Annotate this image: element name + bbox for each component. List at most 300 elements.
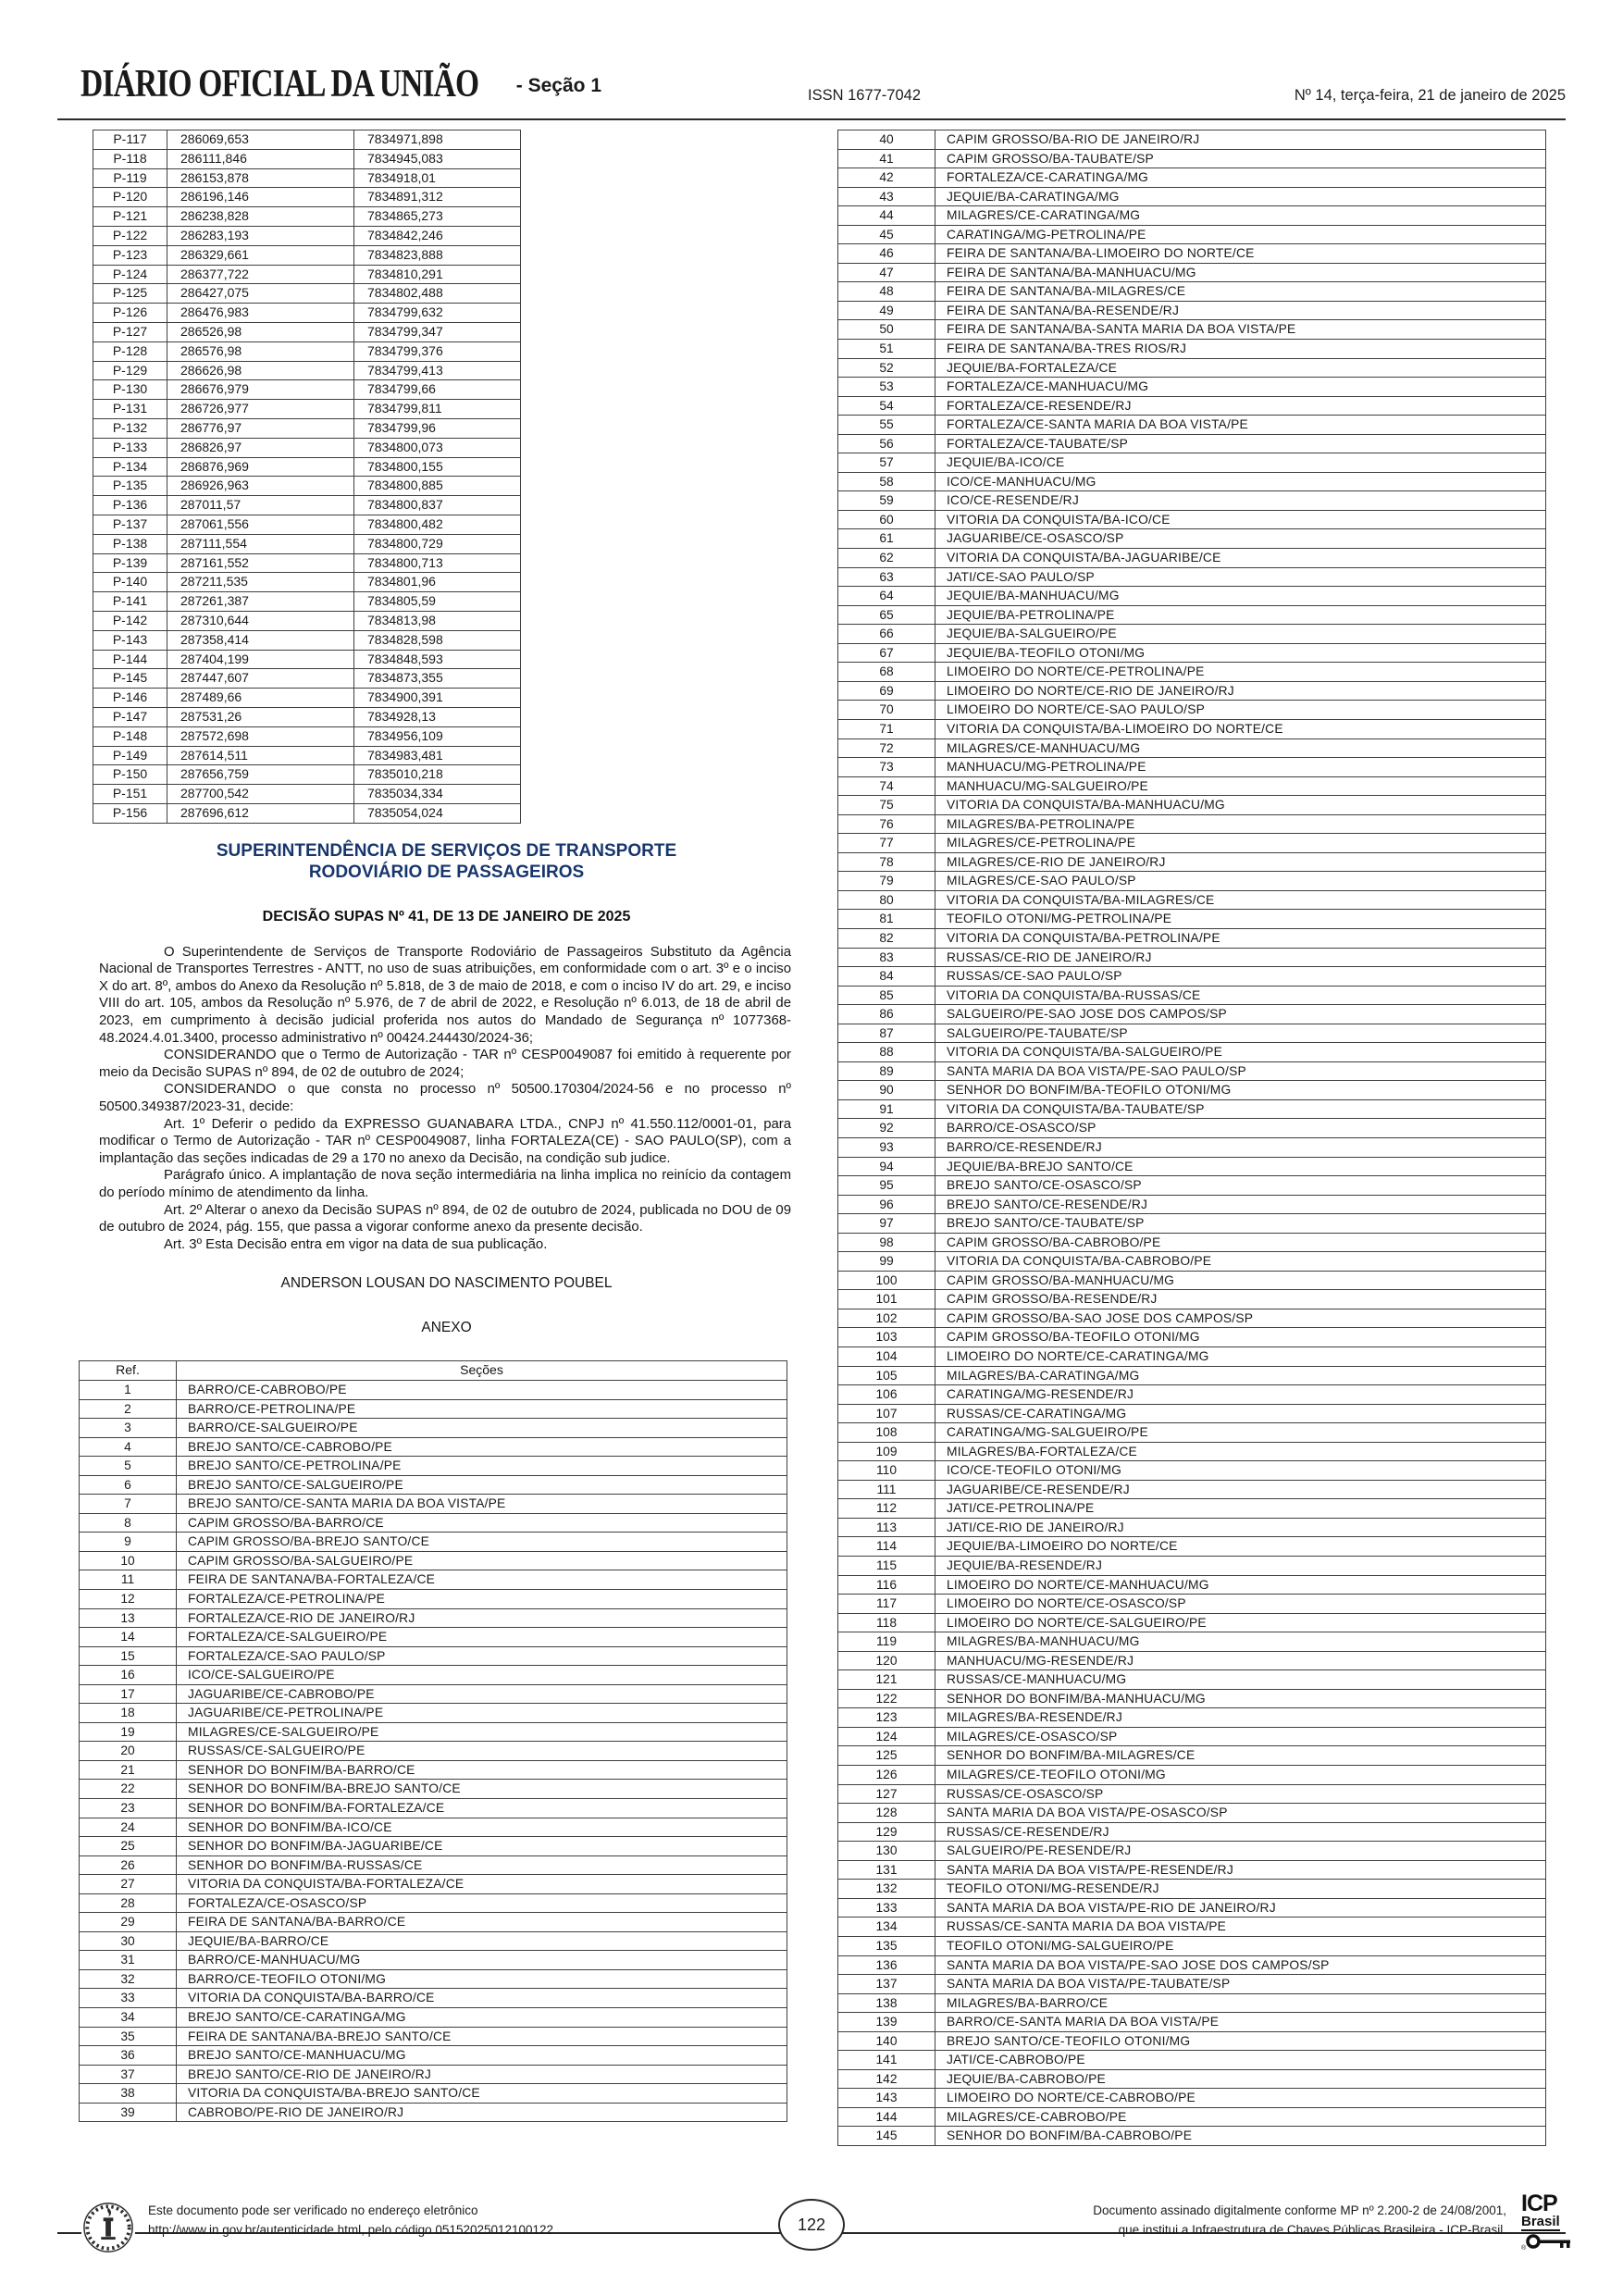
point-ref: P-122 [93,226,167,245]
section-row [838,225,1546,244]
section-ref: 142 [838,2069,935,2089]
coordinate-row [93,477,521,496]
section-route: JEQUIE/BA-LIMOEIRO DO NORTE/CE [935,1537,1546,1557]
section-ref: 103 [838,1328,935,1347]
point-ref: P-132 [93,418,167,438]
section-ref: 23 [80,1799,177,1818]
point-x-value: 287261,387 [167,592,354,612]
section-ref: 100 [838,1271,935,1290]
section-ref: 107 [838,1404,935,1423]
section-route: RUSSAS/CE-OSASCO/SP [935,1784,1546,1804]
section-ref: 31 [80,1951,177,1970]
section-route: MILAGRES/BA-FORTALEZA/CE [935,1442,1546,1461]
section-route: BARRO/CE-TEOFILO OTONI/MG [177,1969,787,1989]
section-route: SENHOR DO BONFIM/BA-MILAGRES/CE [935,1746,1546,1766]
section-ref: 43 [838,187,935,206]
section-ref: 80 [838,890,935,910]
section-route: JAGUARIBE/CE-OSASCO/SP [935,529,1546,549]
point-x-value: 287447,607 [167,669,354,689]
section-route: LIMOEIRO DO NORTE/CE-CARATINGA/MG [935,1347,1546,1367]
section-ref: 5 [80,1457,177,1476]
section-row [838,738,1546,758]
section-row [80,1931,787,1951]
point-ref: P-123 [93,245,167,265]
section-route: CARATINGA/MG-PETROLINA/PE [935,225,1546,244]
verification-line-2: http://www.in.gov.br/autenticidade.html, pelo código 05152025012100122 [148,2223,554,2237]
section-ref: 69 [838,681,935,701]
section-ref: 40 [838,130,935,150]
section-ref: 51 [838,340,935,359]
section-row [838,928,1546,948]
section-ref: 112 [838,1499,935,1519]
section-route: FEIRA DE SANTANA/BA-MANHUACU/MG [935,263,1546,282]
section-route: FEIRA DE SANTANA/BA-RESENDE/RJ [935,301,1546,320]
section-ref: 87 [838,1024,935,1043]
section-row [838,587,1546,606]
section-route: SALGUEIRO/PE-SAO JOSE DOS CAMPOS/SP [935,1005,1546,1024]
section-ref: 86 [838,1005,935,1024]
section-route: BREJO SANTO/CE-OSASCO/SP [935,1176,1546,1196]
section-ref: 29 [80,1913,177,1932]
section-row [838,1137,1546,1157]
section-ref: 102 [838,1309,935,1328]
section-row [838,605,1546,625]
section-route: SANTA MARIA DA BOA VISTA/PE-RESENDE/RJ [935,1860,1546,1880]
coordinate-row [93,650,521,669]
section-row [838,872,1546,891]
section-route: SALGUEIRO/PE-RESENDE/RJ [935,1842,1546,1861]
point-y-value: 7834891,312 [354,188,521,207]
section-route: FORTALEZA/CE-PETROLINA/PE [177,1589,787,1608]
section-ref: 82 [838,928,935,948]
section-route: BREJO SANTO/CE-MANHUACU/MG [177,2046,787,2066]
point-ref: P-144 [93,650,167,669]
section-row [838,1252,1546,1272]
section-row [80,1951,787,1970]
section-route: MILAGRES/BA-RESENDE/RJ [935,1708,1546,1728]
icp-brasil-key-icon [1521,2240,1575,2255]
point-ref: P-135 [93,477,167,496]
point-ref: P-127 [93,322,167,341]
section-ref: 56 [838,434,935,453]
section-route: JEQUIE/BA-CARATINGA/MG [935,187,1546,206]
section-route: CAPIM GROSSO/BA-CABROBO/PE [935,1233,1546,1252]
section-row [80,1780,787,1799]
point-ref: P-128 [93,341,167,361]
section-route: FORTALEZA/CE-RESENDE/RJ [935,396,1546,416]
coordinate-row [93,284,521,304]
section-row [838,2089,1546,2108]
section-ref: 78 [838,852,935,872]
section-ref: 18 [80,1704,177,1723]
section-row [80,1551,787,1570]
section-row [80,1399,787,1419]
point-y-value: 7834801,96 [354,573,521,592]
point-y-value: 7835034,334 [354,785,521,804]
point-ref: P-145 [93,669,167,689]
section-row [80,1646,787,1666]
section-ref: 24 [80,1818,177,1837]
section-row [838,701,1546,720]
section-row [838,1385,1546,1405]
section-route: SANTA MARIA DA BOA VISTA/PE-SAO JOSE DOS CAMPOS/SP [935,1955,1546,1975]
section-route: LIMOEIRO DO NORTE/CE-SALGUEIRO/PE [935,1613,1546,1632]
coordinate-row [93,534,521,553]
section-ref: 91 [838,1099,935,1119]
left-column [79,130,814,2122]
section-ref: 101 [838,1290,935,1309]
section-route: LIMOEIRO DO NORTE/CE-MANHUACU/MG [935,1575,1546,1595]
section-route: BREJO SANTO/CE-SALGUEIRO/PE [177,1475,787,1495]
section-row [838,1195,1546,1214]
point-y-value: 7834848,593 [354,650,521,669]
section-route: MILAGRES/BA-CARATINGA/MG [935,1366,1546,1385]
section-ref: 17 [80,1684,177,1704]
section-ref: 63 [838,567,935,587]
section-route: VITORIA DA CONQUISTA/BA-FORTALEZA/CE [177,1875,787,1894]
section-route: BREJO SANTO/CE-TEOFILO OTONI/MG [935,2031,1546,2051]
section-route: RUSSAS/CE-MANHUACU/MG [935,1670,1546,1690]
section-ref: 109 [838,1442,935,1461]
section-route: CARATINGA/MG-SALGUEIRO/PE [935,1423,1546,1443]
verification-line-1: Este documento pode ser verificado no endereço eletrônico [148,2203,478,2217]
decision-paragraph: Art. 2º Alterar o anexo da Decisão SUPAS nº 894, de 02 de outubro de 2024, publicada no DOU de 09 de outubro de 2024, pág. 155, que passa a vigorar conforme anexo da presente decisão. [99,1202,791,1235]
section-ref: 126 [838,1766,935,1785]
point-y-value: 7834802,488 [354,284,521,304]
point-y-value: 7834799,632 [354,304,521,323]
section-ref: 26 [80,1855,177,1875]
section-ref: 10 [80,1551,177,1570]
section-row [80,1570,787,1590]
section-ref: 50 [838,320,935,340]
point-ref: P-150 [93,765,167,785]
coordinate-row [93,553,521,573]
section-row [838,2069,1546,2089]
coordinate-row [93,400,521,419]
section-row [838,320,1546,340]
point-y-value: 7834918,01 [354,168,521,188]
section-ref: 129 [838,1822,935,1842]
section-ref: 73 [838,758,935,777]
section-ref: 132 [838,1880,935,1899]
section-row [838,416,1546,435]
coordinate-row [93,418,521,438]
coordinates-table [93,130,521,824]
section-row [838,187,1546,206]
section-row [838,1898,1546,1917]
section-row [838,472,1546,491]
section-row [838,1233,1546,1252]
section-route: MILAGRES/CE-OSASCO/SP [935,1727,1546,1746]
section-ref: 83 [838,948,935,967]
section-route: JAGUARIBE/CE-PETROLINA/PE [177,1704,787,1723]
section-ref: 81 [838,910,935,929]
coordinate-row [93,592,521,612]
section-route: JEQUIE/BA-SALGUEIRO/PE [935,625,1546,644]
section-ref: 93 [838,1137,935,1157]
coordinate-row [93,361,521,380]
section-route: BARRO/CE-CABROBO/PE [177,1380,787,1399]
sections-table-right-body [838,130,1546,2146]
point-y-value: 7834900,391 [354,689,521,708]
point-ref: P-120 [93,188,167,207]
section-row [80,1495,787,1514]
section-row [80,2065,787,2084]
section-ref: 104 [838,1347,935,1367]
coordinate-row [93,765,521,785]
section-ref: 130 [838,1842,935,1861]
section-row [838,1099,1546,1119]
section-row [838,1537,1546,1557]
section-ref: 79 [838,872,935,891]
section-ref: 61 [838,529,935,549]
section-route: SENHOR DO BONFIM/BA-BARRO/CE [177,1760,787,1780]
section-ref: 27 [80,1875,177,1894]
section-row [838,1993,1546,2013]
point-y-value: 7835054,024 [354,803,521,823]
section-route: VITORIA DA CONQUISTA/BA-BREJO SANTO/CE [177,2084,787,2104]
point-ref: P-117 [93,130,167,150]
section-row [838,1404,1546,1423]
section-route: BARRO/CE-RESENDE/RJ [935,1137,1546,1157]
section-route: VITORIA DA CONQUISTA/BA-MANHUACU/MG [935,796,1546,815]
section-ref: 98 [838,1233,935,1252]
section-ref: 89 [838,1061,935,1081]
point-y-value: 7834799,811 [354,400,521,419]
section-row [838,643,1546,663]
coordinate-row [93,168,521,188]
section-row [838,1880,1546,1899]
section-row [80,1533,787,1552]
section-ref: 139 [838,2013,935,2032]
section-route: SALGUEIRO/PE-TAUBATE/SP [935,1024,1546,1043]
page-number-badge [778,2199,845,2251]
point-x-value: 286111,846 [167,149,354,168]
section-route: RUSSAS/CE-SAO PAULO/SP [935,967,1546,987]
point-ref: P-149 [93,746,167,765]
point-y-value: 7834828,598 [354,630,521,650]
section-ref: 99 [838,1252,935,1272]
section-ref: 92 [838,1119,935,1138]
coordinate-row [93,304,521,323]
section-row [838,834,1546,853]
section-ref: 67 [838,643,935,663]
ref-column-header: Ref. [80,1361,177,1381]
section-route: ICO/CE-TEOFILO OTONI/MG [935,1461,1546,1481]
section-row [80,1837,787,1856]
section-ref: 134 [838,1917,935,1937]
point-ref: P-137 [93,515,167,534]
section-row [838,1955,1546,1975]
point-x-value: 286526,98 [167,322,354,341]
section-ref: 3 [80,1419,177,1438]
point-ref: P-143 [93,630,167,650]
section-ref: 49 [838,301,935,320]
page-number: 122 [797,2215,826,2234]
section-ref: 57 [838,453,935,473]
section-route: JEQUIE/BA-ICO/CE [935,453,1546,473]
coordinate-row [93,380,521,400]
section-ref: 32 [80,1969,177,1989]
section-row [838,1347,1546,1367]
masthead-title: DIÁRIO OFICIAL DA UNIÃO [81,62,479,105]
section-row [838,2031,1546,2051]
coordinate-row [93,226,521,245]
section-route: BARRO/CE-MANHUACU/MG [177,1951,787,1970]
section-ref: 66 [838,625,935,644]
section-ref: 114 [838,1537,935,1557]
section-route: BREJO SANTO/CE-RESENDE/RJ [935,1195,1546,1214]
section-ref: 71 [838,719,935,738]
section-row [838,529,1546,549]
section-ref: 106 [838,1385,935,1405]
section-route: CAPIM GROSSO/BA-BREJO SANTO/CE [177,1533,787,1552]
section-ref: 133 [838,1898,935,1917]
point-y-value: 7834800,155 [354,457,521,477]
section-ref: 141 [838,2051,935,2070]
point-ref: P-130 [93,380,167,400]
point-x-value: 287404,199 [167,650,354,669]
point-x-value: 286926,963 [167,477,354,496]
point-y-value: 7834800,482 [354,515,521,534]
section-route: CAPIM GROSSO/BA-BARRO/CE [177,1513,787,1533]
section-route: ICO/CE-MANHUACU/MG [935,472,1546,491]
section-route: MILAGRES/CE-CABROBO/PE [935,2107,1546,2127]
section-row [838,206,1546,226]
section-route: FORTALEZA/CE-SALGUEIRO/PE [177,1628,787,1647]
section-route: JATI/CE-PETROLINA/PE [935,1499,1546,1519]
coordinate-row [93,496,521,515]
section-row [838,1575,1546,1595]
point-x-value: 286153,878 [167,168,354,188]
section-ref: 70 [838,701,935,720]
section-row [838,1328,1546,1347]
section-ref: 76 [838,814,935,834]
section-row [838,1595,1546,1614]
section-row [838,1860,1546,1880]
coordinate-row [93,265,521,284]
section-row [838,168,1546,188]
section-route: VITORIA DA CONQUISTA/BA-RUSSAS/CE [935,986,1546,1005]
section-row [80,1799,787,1818]
section-route: JATI/CE-CABROBO/PE [935,2051,1546,2070]
section-ref: 113 [838,1518,935,1537]
section-route: VITORIA DA CONQUISTA/BA-ICO/CE [935,510,1546,529]
section-row [80,1969,787,1989]
point-y-value: 7834799,413 [354,361,521,380]
section-route: SANTA MARIA DA BOA VISTA/PE-RIO DE JANEIRO/RJ [935,1898,1546,1917]
section-route: LIMOEIRO DO NORTE/CE-PETROLINA/PE [935,663,1546,682]
section-row [838,1024,1546,1043]
section-row [838,719,1546,738]
section-row [838,2013,1546,2032]
section-route: SENHOR DO BONFIM/BA-BREJO SANTO/CE [177,1780,787,1799]
section-row [838,1975,1546,1994]
section-row [80,1380,787,1399]
section-row [838,244,1546,264]
section-ref: 22 [80,1780,177,1799]
section-row [838,1442,1546,1461]
right-column [837,130,1546,2146]
section-row [838,1766,1546,1785]
signature-note-line-1: Documento assinado digitalmente conforme MP nº 2.200-2 de 24/08/2001, [1093,2203,1506,2217]
section-ref: 144 [838,2107,935,2127]
section-route: SENHOR DO BONFIM/BA-CABROBO/PE [935,2127,1546,2146]
section-row [838,1708,1546,1728]
point-ref: P-148 [93,726,167,746]
section-ref: 137 [838,1975,935,1994]
section-route: RUSSAS/CE-RIO DE JANEIRO/RJ [935,948,1546,967]
section-route: MILAGRES/BA-MANHUACU/MG [935,1632,1546,1652]
section-ref: 64 [838,587,935,606]
section-route: LIMOEIRO DO NORTE/CE-RIO DE JANEIRO/RJ [935,681,1546,701]
section-route: SENHOR DO BONFIM/BA-JAGUARIBE/CE [177,1837,787,1856]
point-y-value: 7834799,96 [354,418,521,438]
section-row [838,1727,1546,1746]
section-row [80,1589,787,1608]
section-route: FEIRA DE SANTANA/BA-TRES RIOS/RJ [935,340,1546,359]
point-x-value: 286283,193 [167,226,354,245]
section-route: RUSSAS/CE-RESENDE/RJ [935,1822,1546,1842]
section-route: SANTA MARIA DA BOA VISTA/PE-TAUBATE/SP [935,1975,1546,1994]
section-row [80,1475,787,1495]
section-route: JAGUARIBE/CE-CABROBO/PE [177,1684,787,1704]
section-row [838,263,1546,282]
section-ref: 16 [80,1666,177,1685]
section-row [80,2027,787,2046]
section-row [80,1722,787,1742]
section-route: VITORIA DA CONQUISTA/BA-JAGUARIBE/CE [935,549,1546,568]
section-row [838,1557,1546,1576]
section-route: VITORIA DA CONQUISTA/BA-CABROBO/PE [935,1252,1546,1272]
section-route: RUSSAS/CE-SALGUEIRO/PE [177,1742,787,1761]
section-route: VITORIA DA CONQUISTA/BA-SALGUEIRO/PE [935,1043,1546,1062]
section-row [838,1689,1546,1708]
coordinate-row [93,322,521,341]
section-row [838,1670,1546,1690]
section-row [838,1271,1546,1290]
section-ref: 44 [838,206,935,226]
section-route: BREJO SANTO/CE-RIO DE JANEIRO/RJ [177,2065,787,2084]
section-route: FEIRA DE SANTANA/BA-SANTA MARIA DA BOA VISTA/PE [935,320,1546,340]
section-row [838,2051,1546,2070]
section-row [838,1081,1546,1100]
section-route: JEQUIE/BA-BARRO/CE [177,1931,787,1951]
section-route: SENHOR DO BONFIM/BA-ICO/CE [177,1818,787,1837]
section-route: JAGUARIBE/CE-RESENDE/RJ [935,1480,1546,1499]
section-route: TEOFILO OTONI/MG-SALGUEIRO/PE [935,1936,1546,1955]
section-ref: 145 [838,2127,935,2146]
section-route: RUSSAS/CE-CARATINGA/MG [935,1404,1546,1423]
section-route: SANTA MARIA DA BOA VISTA/PE-OSASCO/SP [935,1804,1546,1823]
section-route: MILAGRES/CE-SAO PAULO/SP [935,872,1546,891]
coordinate-row [93,707,521,726]
section-row [838,2127,1546,2146]
point-x-value: 287211,535 [167,573,354,592]
section-row [838,1746,1546,1766]
digital-signature-note [1093,2201,1506,2240]
section-route: FEIRA DE SANTANA/BA-LIMOEIRO DO NORTE/CE [935,244,1546,264]
section-ref: 140 [838,2031,935,2051]
section-ref: 25 [80,1837,177,1856]
section-ref: 54 [838,396,935,416]
section-route: FEIRA DE SANTANA/BA-FORTALEZA/CE [177,1570,787,1590]
section-ref: 47 [838,263,935,282]
section-row [838,282,1546,302]
secoes-column-header: Seções [177,1361,787,1381]
point-x-value: 287011,57 [167,496,354,515]
coordinate-row [93,188,521,207]
